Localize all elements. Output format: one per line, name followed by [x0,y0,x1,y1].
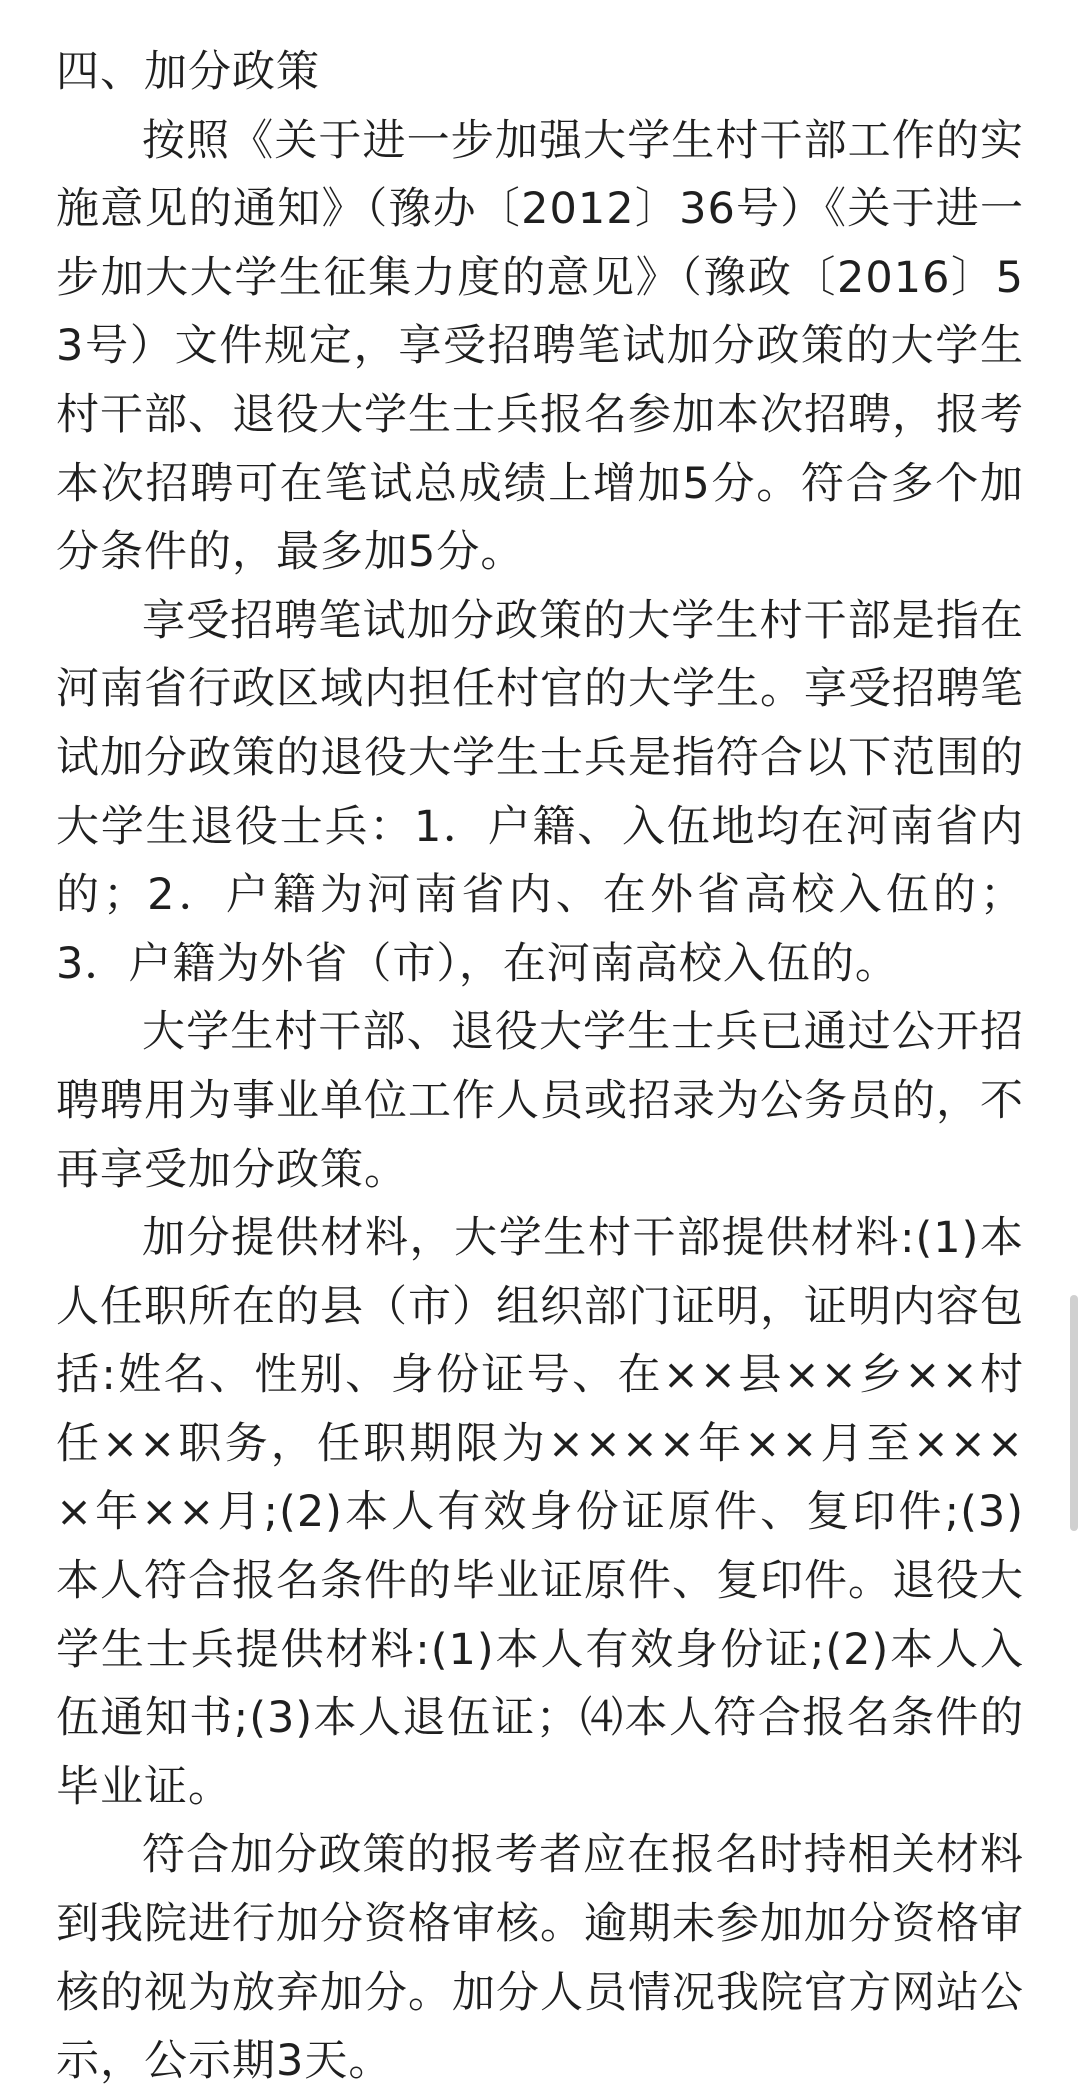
section-heading: 四、加分政策 [56,47,320,97]
scrollbar[interactable] [1070,1295,1078,1531]
paragraph-materials: 加分提供材料，大学生村干部提供材料:(1)本人任职所在的县（市）组织部门证明，证明内容包括:姓名、性别、身份证号、在××县××乡××村任××职务，任职期限为××××年××月至××××年××月;(2)本人有效身份证原件、复印件;(3)本人符合报名条件的毕业证原件、复印件。退役大学生士兵提供材料:(1)本人有效身份证;(2)本人入伍通知书;(3)本人退伍证；⑷本人符合报名条件的毕业证。 [56,1213,1024,1812]
paragraph-eligibility: 享受招聘笔试加分政策的大学生村干部是指在河南省行政区域内担任村官的大学生。享受招聘笔试加分政策的退役大学生士兵是指符合以下范围的大学生退役士兵：1．户籍、入伍地均在河南省内的；2．户籍为河南省内、在外省高校入伍的；3．户籍为外省（市），在河南高校入伍的。 [56,595,1024,989]
paragraph-exclusion: 大学生村干部、退役大学生士兵已通过公开招聘聘用为事业单位工作人员或招录为公务员的，不再享受加分政策。 [56,1007,1024,1195]
paragraph-basis: 按照《关于进一步加强大学生村干部工作的实施意见的通知》（豫办〔2012〕36号）《关于进一步加大大学生征集力度的意见》（豫政〔2016〕53号）文件规定，享受招聘笔试加分政策的大学生村干部、退役大学生士兵报名参加本次招聘，报考本次招聘可在笔试总成绩上增加5分。符合多个加分条件的，最多加5分。 [56,115,1024,578]
paragraph-review: 符合加分政策的报考者应在报名时持相关材料到我院进行加分资格审核。逾期未参加加分资格审核的视为放弃加分。加分人员情况我院官方网站公示，公示期3天。 [56,1830,1024,2087]
document-body [56,38,1024,2096]
